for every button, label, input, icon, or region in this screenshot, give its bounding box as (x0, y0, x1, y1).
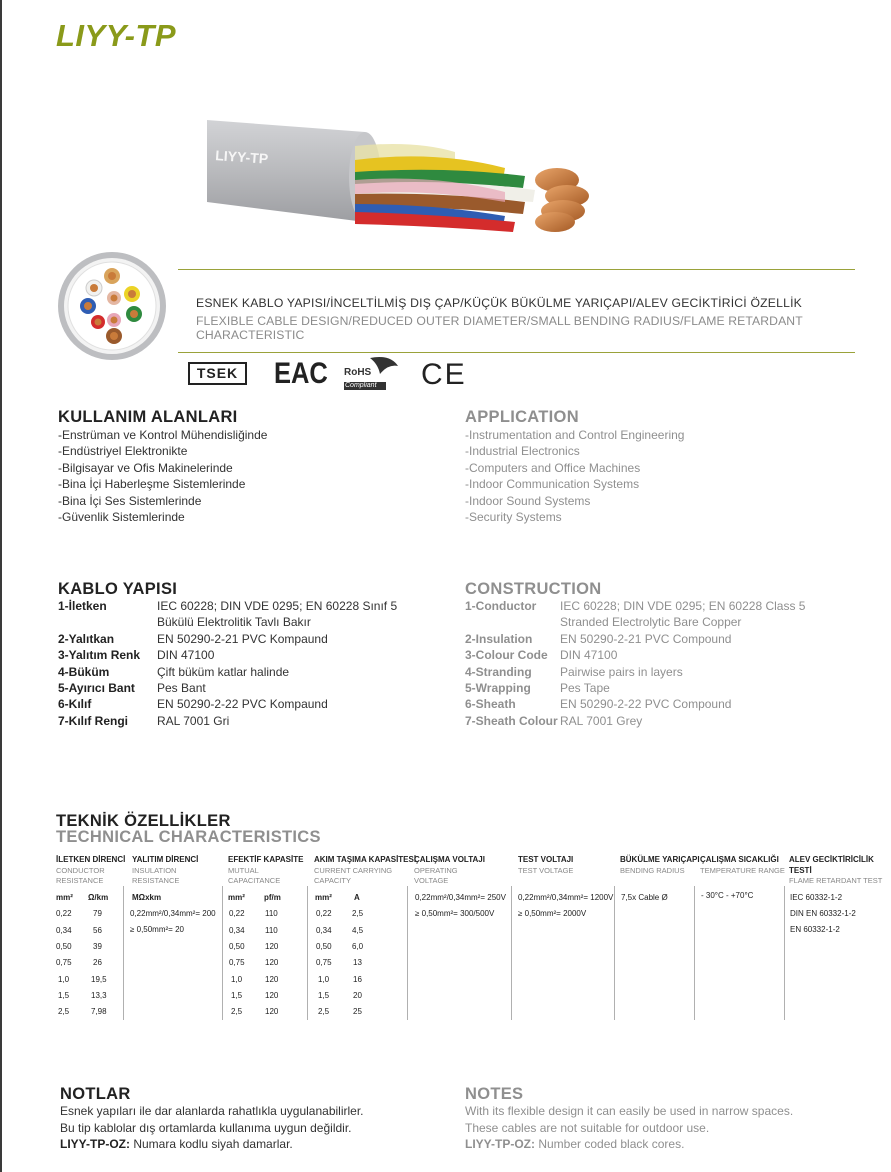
table-cell: 0,50 (316, 942, 332, 951)
table-header: ALEV GECİKTİRİCİLİK (789, 855, 874, 864)
column-divider (307, 886, 308, 1020)
construction-value: DIN 47100 (560, 648, 618, 663)
construction-value: EN 50290-2-21 PVC Kompaund (157, 631, 328, 646)
table-cell: 0,75 (56, 958, 72, 967)
technical-title-en: TECHNICAL CHARACTERISTICS (56, 828, 321, 846)
construction-value: Pairwise pairs in layers (560, 664, 683, 679)
product-title: LIYY-TP (56, 18, 177, 53)
construction-key: 2-Yalıtkan (58, 631, 115, 646)
table-cell: 120 (265, 975, 279, 984)
table-header: İLETKEN DİRENCİ (56, 855, 126, 864)
usage-list-en (465, 427, 684, 525)
table-cell: ≥ 0,50mm²= 300/500V (415, 909, 495, 918)
construction-key: 3-Colour Code (465, 648, 548, 663)
column-divider (511, 886, 512, 1020)
tsek-logo: TSEK (188, 362, 248, 386)
unit-label: mm² (228, 893, 245, 902)
construction-value: EN 50290-2-22 PVC Compound (560, 697, 732, 712)
construction-list-tr (58, 598, 458, 738)
table-cell: DIN EN 60332-1-2 (790, 909, 856, 918)
list-item: -Industrial Electronics (465, 444, 580, 459)
table-cell: 0,50 (229, 942, 245, 951)
eac-logo: EAC (274, 357, 328, 390)
table-cell: 13 (353, 958, 362, 967)
table-cell: 7,5x Cable Ø (621, 893, 668, 902)
unit-label: MΩxkm (132, 893, 162, 902)
construction-title-tr: KABLO YAPISI (58, 580, 178, 598)
table-cell: 120 (265, 942, 279, 951)
table-cell: 1,0 (318, 975, 330, 984)
table-header: ÇALIŞMA SICAKLIĞI (700, 855, 779, 864)
table-cell: 25 (353, 1007, 362, 1016)
construction-key: 3-Yalıtım Renk (58, 648, 141, 663)
table-cell: ≥ 0,50mm²= 2000V (518, 909, 587, 918)
page-edge-line (0, 0, 2, 1172)
table-cell: 1,5 (58, 991, 70, 1000)
table-header: YALITIM DİRENCİ (132, 855, 199, 864)
list-item: -Bilgisayar ve Ofis Makinelerinde (58, 460, 233, 475)
table-header-en: BENDING RADIUS (620, 866, 685, 875)
construction-value: IEC 60228; DIN VDE 0295; EN 60228 Sınıf 5 (157, 599, 398, 613)
unit-label: mm² (56, 893, 73, 902)
table-cell: 1,5 (231, 991, 243, 1000)
table-cell: 2,5 (58, 1007, 70, 1016)
table-cell: 0,34 (229, 926, 245, 935)
table-header-en: INSULATION RESISTANCE (132, 866, 180, 885)
notes-title-tr: NOTLAR (60, 1085, 131, 1103)
note-line (60, 1136, 364, 1153)
table-cell: 120 (265, 958, 279, 967)
usage-list-tr (58, 427, 267, 525)
divider-bottom (178, 352, 855, 353)
divider-top (178, 269, 855, 270)
usage-title-en: APPLICATION (465, 408, 579, 426)
table-cell: 0,75 (316, 958, 332, 967)
features-en: FLEXIBLE CABLE DESIGN/REDUCED OUTER DIAMETER/SMALL BENDING RADIUS/FLAME RETARDANT CHARACTERISTIC (196, 314, 803, 342)
unit-label: A (354, 893, 360, 902)
construction-value: RAL 7001 Gri (157, 713, 230, 728)
table-header-en: TEMPERATURE RANGE (700, 866, 785, 875)
table-header-en: CONDUCTOR RESISTANCE (56, 866, 105, 885)
table-header-en: MUTUAL CAPACITANCE (228, 866, 281, 885)
construction-key: 5-Wrapping (465, 681, 531, 695)
table-cell: 4,5 (352, 926, 364, 935)
list-item: -Güvenlik Sistemlerinde (58, 510, 185, 525)
construction-value: Pes Bant (157, 681, 206, 695)
note-line: With its flexible design it can easily be used in narrow spaces. (465, 1104, 794, 1118)
table-header-en: CURRENT CARRYING CAPACITY (314, 866, 393, 885)
unit-label: mm² (315, 893, 332, 902)
ce-logo: CE (421, 358, 467, 391)
list-item: -Endüstriyel Elektronikte (58, 444, 188, 459)
table-cell: ≥ 0,50mm²= 20 (130, 925, 184, 934)
table-cell: 19,5 (91, 975, 107, 984)
cable-image (205, 110, 625, 250)
table-header: ÇALIŞMA VOLTAJI (414, 855, 485, 864)
features-tr: ESNEK KABLO YAPISI/İNCELTİLMİŞ DIŞ ÇAP/KÜÇÜK BÜKÜLME YARIÇAPI/ALEV GECİKTİRİCİ ÖZELLİK (196, 296, 802, 310)
table-cell: 0,34 (56, 926, 72, 935)
construction-key: 4-Stranding (465, 664, 532, 679)
rohs-logo: RoHS Compliant (340, 354, 402, 392)
construction-key: 2-Insulation (465, 631, 533, 646)
construction-key: 7-Sheath Colour (465, 713, 558, 728)
list-item: -Bina İçi Ses Sistemlerinde (58, 493, 202, 508)
note-line: Bu tip kablolar dış ortamlarda kullanıma uygun değildir. (60, 1120, 352, 1135)
list-item: -Enstrüman ve Kontrol Mühendisliğinde (58, 428, 268, 442)
technical-title-tr: TEKNİK ÖZELLİKLER (56, 812, 231, 830)
table-cell: 110 (265, 926, 278, 935)
table-cell: 6,0 (352, 942, 364, 951)
table-cell: 26 (93, 958, 102, 967)
column-divider (123, 886, 124, 1020)
note-text: Number coded black cores. (535, 1137, 685, 1152)
table-cell: 0,22 (316, 909, 332, 918)
table-cell: 0,34 (316, 926, 332, 935)
table-cell: 120 (265, 1007, 279, 1016)
note-line: These cables are not suitable for outdoor use. (465, 1120, 710, 1135)
construction-key: 4-Büküm (58, 664, 110, 679)
construction-key: 1-Conductor (465, 599, 537, 613)
construction-title-en: CONSTRUCTION (465, 580, 602, 598)
table-header: EFEKTİF KAPASİTE (228, 855, 304, 864)
table-cell: - 30°C - +70°C (701, 891, 754, 900)
table-cell: IEC 60332-1-2 (790, 893, 843, 902)
construction-value: DIN 47100 (157, 648, 215, 663)
column-divider (222, 886, 223, 1020)
list-item: -Indoor Sound Systems (465, 493, 591, 508)
table-header: BÜKÜLME YARIÇAPI (620, 855, 700, 864)
table-cell: 2,5 (231, 1007, 243, 1016)
note-code: LIYY-TP-OZ: (60, 1137, 130, 1152)
table-cell: 20 (353, 991, 362, 1000)
construction-key: 5-Ayırıcı Bant (58, 681, 135, 695)
column-divider (784, 886, 785, 1020)
table-cell: 110 (265, 909, 278, 918)
table-header-en: TESTİ FLAME RETARDANT TEST (789, 866, 883, 885)
column-divider (614, 886, 615, 1020)
column-divider (407, 886, 408, 1020)
construction-value: RAL 7001 Grey (560, 713, 643, 728)
list-item: -Bina İçi Haberleşme Sistemlerinde (58, 477, 246, 492)
table-header: TEST VOLTAJI (518, 855, 574, 864)
construction-key: 6-Kılıf (58, 697, 92, 712)
table-cell: 0,75 (229, 958, 245, 967)
table-cell: 0,22mm²/0,34mm²= 250V (415, 893, 506, 902)
cable-cross-section-image (56, 250, 168, 362)
table-cell: 39 (93, 942, 102, 951)
table-cell: 0,22 (56, 909, 72, 918)
table-cell: 56 (93, 926, 102, 935)
table-header-en: TEST VOLTAGE (518, 866, 574, 875)
construction-value: Stranded Electrolytic Bare Copper (560, 615, 742, 630)
cable-print-text: LIYY-TP (214, 147, 269, 167)
table-cell: EN 60332-1-2 (790, 925, 840, 934)
construction-key: 6-Sheath (465, 697, 516, 712)
usage-title-tr: KULLANIM ALANLARI (58, 408, 238, 426)
construction-list-en (465, 598, 865, 738)
construction-value: IEC 60228; DIN VDE 0295; EN 60228 Class 5 (560, 599, 806, 613)
column-divider (694, 886, 695, 1020)
notes-list-tr (60, 1103, 364, 1153)
construction-value: Pes Tape (560, 681, 610, 695)
list-item: -Instrumentation and Control Engineering (465, 428, 685, 442)
table-cell: 0,22 (229, 909, 245, 918)
construction-value: EN 50290-2-22 PVC Kompaund (157, 697, 328, 712)
construction-key: 7-Kılıf Rengi (58, 713, 129, 728)
table-cell: 1,5 (318, 991, 330, 1000)
notes-title-en: NOTES (465, 1085, 524, 1103)
notes-list-en (465, 1103, 793, 1153)
table-cell: 2,5 (352, 909, 364, 918)
note-line: Esnek yapıları ile dar alanlarda rahatlıkla uygulanabilirler. (60, 1104, 364, 1118)
construction-value: EN 50290-2-21 PVC Compound (560, 631, 732, 646)
table-cell: 16 (353, 975, 362, 984)
table-cell: 0,22mm²/0,34mm²= 200 (130, 909, 216, 918)
list-item: -Security Systems (465, 510, 562, 525)
table-cell: 0,50 (56, 942, 72, 951)
table-header: AKIM TAŞIMA KAPASİTESİ (314, 855, 417, 864)
note-text: Numara kodlu siyah damarlar. (130, 1137, 293, 1152)
list-item: -Indoor Communication Systems (465, 477, 640, 492)
construction-value: Çift büküm katlar halinde (157, 664, 290, 679)
unit-label: Ω/km (88, 893, 109, 902)
list-item: -Computers and Office Machines (465, 460, 641, 475)
construction-value: Bükülü Elektrolitik Tavlı Bakır (157, 615, 311, 630)
table-cell: 2,5 (318, 1007, 330, 1016)
table-cell: 1,0 (58, 975, 70, 984)
table-header-en: OPERATING VOLTAGE (414, 866, 458, 885)
unit-label: pf/m (264, 893, 281, 902)
table-cell: 1,0 (231, 975, 243, 984)
note-line (465, 1136, 793, 1153)
note-code: LIYY-TP-OZ: (465, 1137, 535, 1152)
table-cell: 7,98 (91, 1007, 107, 1016)
table-cell: 120 (265, 991, 279, 1000)
construction-key: 1-İletken (58, 599, 107, 613)
table-cell: 79 (93, 909, 102, 918)
table-cell: 13,3 (91, 991, 107, 1000)
table-cell: 0,22mm²/0,34mm²= 1200V (518, 893, 614, 902)
